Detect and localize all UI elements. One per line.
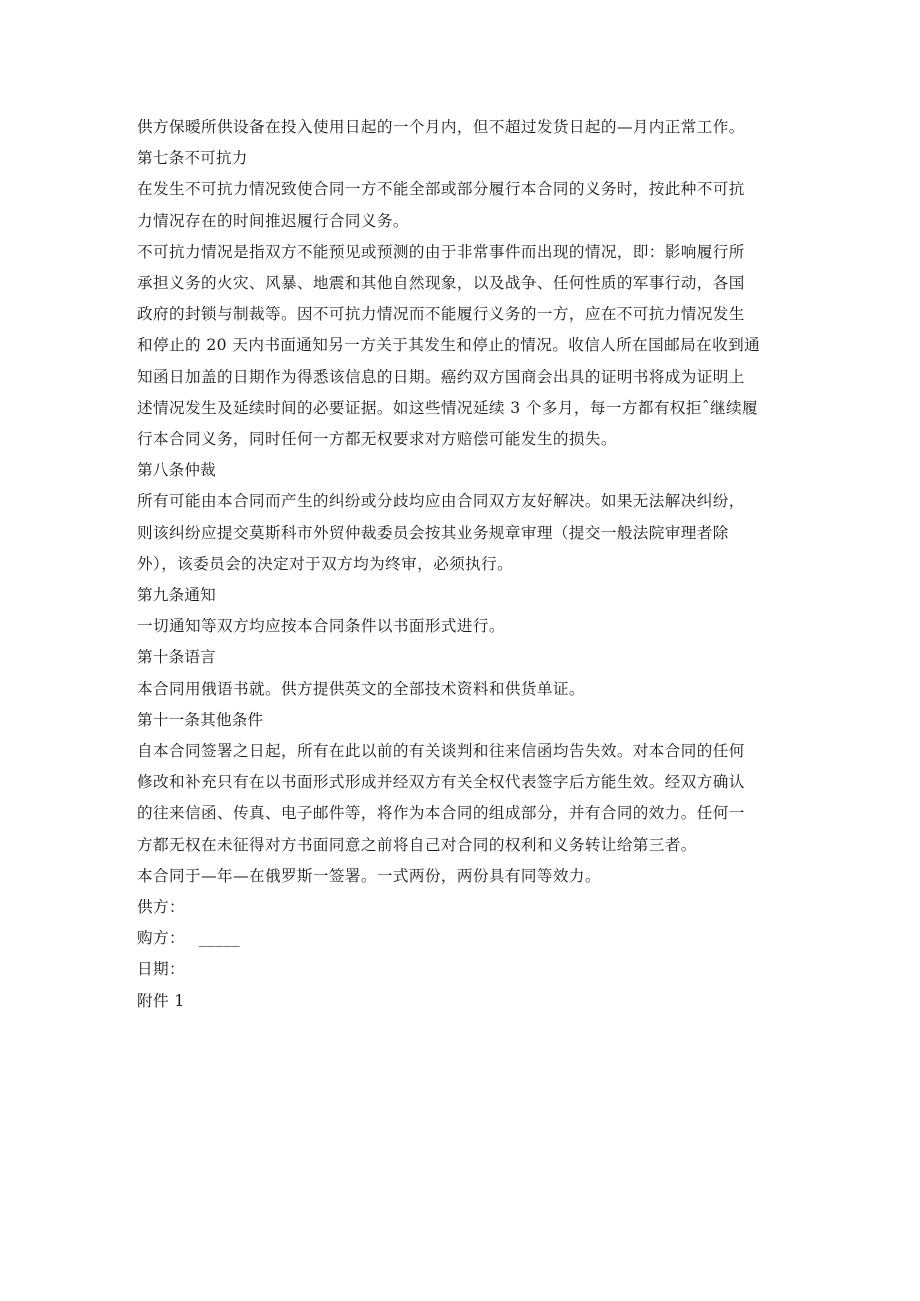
paragraph-line: 政府的封锁与制裁等。因不可抗力情况而不能履行义务的一方，应在不可抗力情况发生 bbox=[137, 305, 745, 324]
section-heading: 第九条通知 bbox=[137, 586, 216, 605]
buyer-signature-blank: _____ bbox=[198, 929, 240, 948]
supplier-signature-line bbox=[137, 892, 789, 923]
attachment-line bbox=[137, 986, 789, 1017]
attachment-label: 附件 1 bbox=[137, 991, 185, 1010]
section-heading: 第十条语言 bbox=[137, 648, 216, 667]
paragraph-line: 本合同于—年—在俄罗斯一签署。一式两份，两份具有同等效力。 bbox=[137, 866, 601, 885]
section-heading: 第七条不可抗力 bbox=[137, 149, 248, 168]
paragraph-line: 所有可能由本合同而产生的纠纷或分歧均应由合同双方友好解决。如果无法解决纠纷， bbox=[137, 492, 745, 511]
paragraph-line: 的往来信函、传真、电子邮件等，将作为本合同的组成部分，并有合同的效力。任何一 bbox=[137, 804, 745, 823]
date-line bbox=[137, 954, 789, 985]
paragraph-line: 则该纠纷应提交莫斯科市外贸仲裁委员会按其业务规章审理（提交一般法院审理者除 bbox=[137, 523, 729, 542]
paragraph-line: 修改和补充只有在以书面形式形成并经双方有关全权代表签字后方能生效。经双方确认 bbox=[137, 773, 745, 792]
paragraph bbox=[137, 736, 789, 861]
paragraph-line: 行本合同义务，同时任何一方都无权要求对方赔偿可能发生的损失。 bbox=[137, 430, 617, 449]
paragraph-line: 述情况发生及延续时间的必要证据。如这些情况延续 3 个多月，每一方都有权拒ˆ继续履 bbox=[137, 398, 759, 417]
paragraph-line: 方都无权在未征得对方书面同意之前将自己对合同的权利和义务转让给第三者。 bbox=[137, 835, 697, 854]
paragraph bbox=[137, 237, 789, 455]
paragraph bbox=[137, 174, 789, 236]
paragraph-line: 在发生不可抗力情况致使合同一方不能全部或部分履行本合同的义务时，按此种不可抗 bbox=[137, 180, 745, 199]
paragraph bbox=[137, 112, 789, 143]
date-label: 日期： bbox=[137, 960, 185, 979]
paragraph-line: 承担义务的火灾、风暴、地震和其他自然现象，以及战争、任何性质的军事行动，各国 bbox=[137, 274, 745, 293]
paragraph-line: 一切通知等双方均应按本合同条件以书面形式进行。 bbox=[137, 617, 505, 636]
paragraph bbox=[137, 674, 789, 705]
paragraph bbox=[137, 861, 789, 892]
paragraph-line: 力情况存在的时间推迟履行合同义务。 bbox=[137, 211, 409, 230]
paragraph-line: 供方保暧所供设备在投入使用日起的一个月内，但不超过发货日起的—月内正常工作。 bbox=[137, 118, 745, 136]
supplier-label: 供方： bbox=[137, 898, 185, 917]
paragraph-line: 外），该委员会的决定对于双方均为终审，必须执行。 bbox=[137, 554, 514, 573]
paragraph-line: 知函日加盖的日期作为得悉该信息的日期。癌约双方国商会出具的证明书将成为证明上 bbox=[137, 367, 745, 386]
paragraph bbox=[137, 486, 789, 580]
document-page bbox=[137, 112, 789, 1017]
paragraph-line: 不可抗力情况是指双方不能预见或预测的由于非常事件而出现的情况，即：影响履行所 bbox=[137, 242, 745, 261]
paragraph-line: 和停止的 20 天内书面通知另一方关于其发生和停止的情况。收信人所在国邮局在收到通 bbox=[137, 336, 761, 355]
contract-body bbox=[137, 112, 789, 892]
section-heading: 第十一条其他条件 bbox=[137, 710, 264, 729]
paragraph bbox=[137, 611, 789, 642]
buyer-label: 购方： bbox=[137, 929, 185, 948]
paragraph-line: 本合同用俄语书就。供方提供英文的全部技术资料和供货单证。 bbox=[137, 679, 585, 698]
buyer-signature-line bbox=[137, 923, 789, 954]
section-heading: 第八条仲裁 bbox=[137, 461, 216, 480]
paragraph-line: 自本合同签署之日起，所有在此以前的有关谈判和往来信函均告失效。对本合同的任何 bbox=[137, 742, 745, 761]
